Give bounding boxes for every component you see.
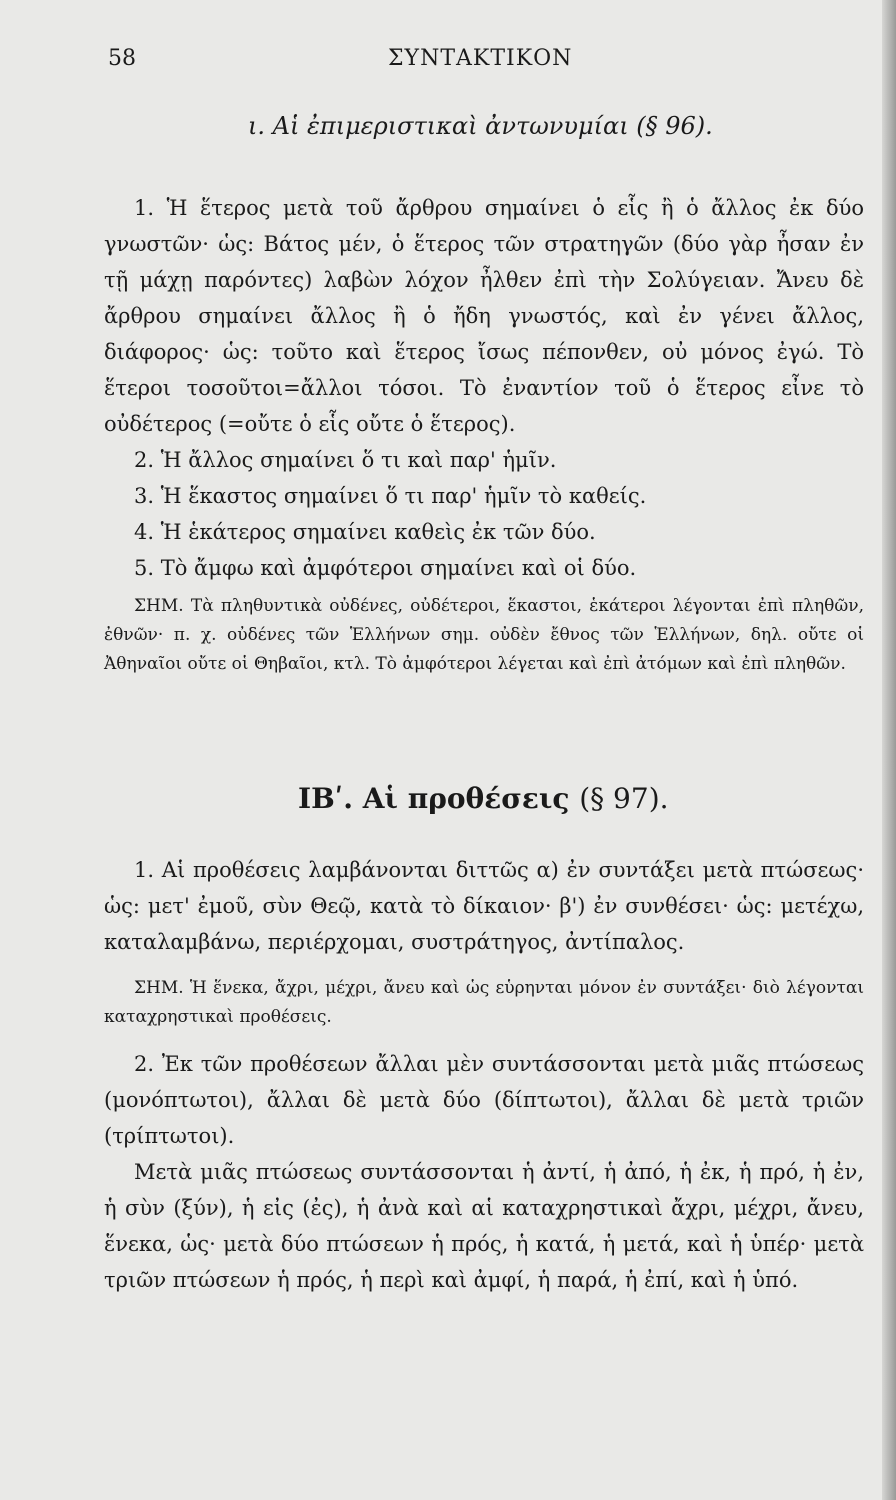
chapter-body	[104, 852, 864, 1298]
paragraph-item-1: 1. Ἡ ἕτερος μετὰ τοῦ ἄρθρου σημαίνει ὁ εἷς ἢ ὁ ἄλλος ἐκ δύο γνωστῶν· ὡς: Βάτος μέν, ὁ ἕτερος τῶν στρατηγῶν (δύο γὰρ ἦσαν ἐν τῇ μάχῃ παρόντες) λαβὼν λόχον ἦλθεν ἐπὶ τὴν Σολύγειαν. Ἄνευ δὲ ἄρθρου σημαίνει ἄλλος ἢ ὁ ἤδη γνωστός, καὶ ἐν γένει ἄλλος, διάφορος· ὡς: τοῦτο καὶ ἕτερος ἴσως πέπονθεν, οὐ μόνος ἐγώ. Τὸ ἕτεροι τοσοῦτοι=ἄλλοι τόσοι. Τὸ ἐναντίον τοῦ ὁ ἕτερος εἶνε τὸ οὐδέτερος (=οὔτε ὁ εἷς οὔτε ὁ ἕτερος).	[104, 196, 864, 436]
section-title-pronouns: ι. Αἱ ἐπιμεριστικαὶ ἀντωνυμίαι (§ 96).	[248, 112, 713, 140]
prepositions-item-2-continuation: Μετὰ μιᾶς πτώσεως συντάσσονται ἡ ἀντί, ἡ ἀπό, ἡ ἐκ, ἡ πρό, ἡ ἐν, ἡ σὺν (ξύν), ἡ εἰς (ἐς), ἡ ἀνὰ καὶ αἱ καταχρηστικαὶ ἄχρι, μέχρι, ἄνευ, ἕνεκα, ὡς· μετὰ δύο πτώσεων ἡ πρός, ἡ κατά, ἡ μετά, καὶ ἡ ὑπέρ· μετὰ τριῶν πτώσεων ἡ πρός, ἡ περὶ καὶ ἀμφί, ἡ παρά, ἡ ἐπί, καὶ ἡ ὑπό.	[104, 1160, 864, 1292]
running-title: ΣΥΝΤΑΚΤΙΚΟΝ	[388, 46, 573, 71]
paragraph-item-3: 3. Ἡ ἕκαστος σημαίνει ὅ τι παρ' ἡμῖν τὸ καθείς.	[134, 484, 647, 508]
prepositions-item-2: 2. Ἐκ τῶν προθέσεων ἄλλαι μὲν συντάσσονται μετὰ μιᾶς πτώσεως (μονόπτωτοι), ἄλλαι δὲ μετὰ δύο (δίπτωτοι), ἄλλαι δὲ μετὰ τριῶν (τρίπτωτοι).	[104, 1052, 864, 1148]
chapter-title-ref: (§ 97).	[579, 782, 669, 815]
page-header	[108, 46, 808, 82]
chapter-title-main: ΙΒʹ. Αἱ προθέσεις	[298, 782, 570, 815]
page-edge	[882, 0, 896, 1500]
prepositions-item-1: 1. Αἱ προθέσεις λαμβάνονται διττῶς α) ἐν συντάξει μετὰ πτώσεως· ὡς: μετ' ἐμοῦ, σὺν Θεῷ, κατὰ τὸ δίκαιον· β') ἐν συνθέσει· ὡς: μετέχω, καταλαμβάνω, περιέρχομαι, συστράτηγος, ἀντίπαλος.	[104, 858, 864, 954]
paragraph-item-2: 2. Ἡ ἄλλος σημαίνει ὅ τι καὶ παρ' ἡμῖν.	[134, 448, 557, 472]
paragraph-item-4: 4. Ἡ ἑκάτερος σημαίνει καθεὶς ἐκ τῶν δύο.	[134, 520, 596, 544]
section-body	[104, 190, 864, 679]
paragraph-item-5: 5. Τὸ ἄμφω καὶ ἀμφότεροι σημαίνει καὶ οἱ δύο.	[134, 556, 637, 580]
prepositions-note: ΣΗΜ. Ἡ ἕνεκα, ἄχρι, μέχρι, ἄνευ καὶ ὡς εὑρηνται μόνον ἐν συντάξει· διὸ λέγονται καταχρηστικαὶ προθέσεις.	[104, 978, 864, 1027]
chapter-title	[298, 782, 669, 815]
page-number: 58	[108, 46, 136, 71]
note-paragraph: ΣΗΜ. Τὰ πληθυντικὰ οὐδένες, οὐδέτεροι, ἕκαστοι, ἑκάτεροι λέγονται ἐπὶ πληθῶν, ἐθνῶν· π. χ. οὐδένες τῶν Ἑλλήνων σημ. οὐδὲν ἔθνος τῶν Ἑλλήνων, δηλ. οὔτε οἱ Ἀθηναῖοι οὔτε οἱ Θηβαῖοι, κτλ. Τὸ ἀμφότεροι λέγεται καὶ ἐπὶ ἀτόμων καὶ ἐπὶ πληθῶν.	[104, 596, 864, 674]
